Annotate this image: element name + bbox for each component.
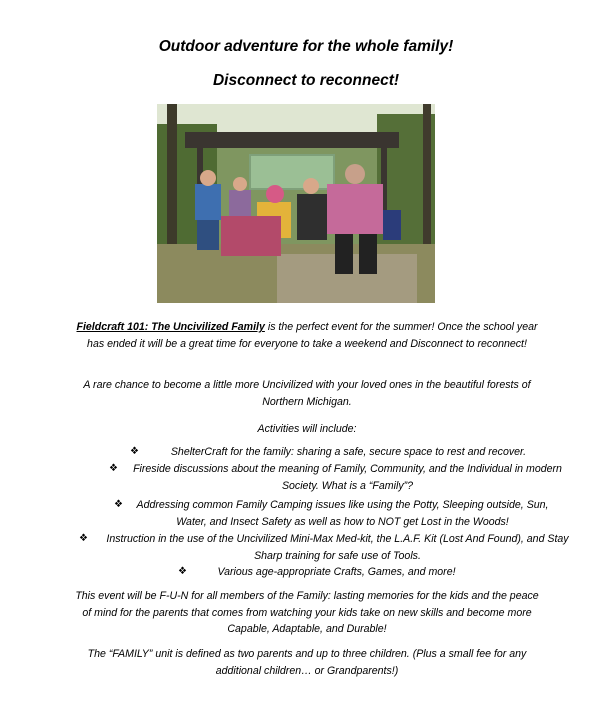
paragraph-fun: This event will be F-U-N for all members of the Family: lasting memories for the kids and the peace of mind for the parents that comes from watching your kids take on new skills and become more Capable, Adaptable, and Durable! <box>75 590 539 636</box>
subheadline: Disconnect to reconnect! <box>212 72 400 89</box>
paragraph-forests: A rare chance to become a little more Uncivilized with your loved ones in the beautiful forests of Northern Michigan. <box>83 379 531 408</box>
list-item <box>79 531 579 564</box>
list-item-text: ShelterCraft for the family: sharing a safe, secure space to rest and recover. <box>170 446 527 458</box>
family-group-photo <box>157 104 435 303</box>
list-item <box>130 444 550 461</box>
list-item-text: Fireside discussions about the meaning of Family, Community, and the Individual in modern Society. What is a “Family”? <box>133 463 562 492</box>
list-item <box>109 461 569 494</box>
bullet-diamond-icon: ❖ <box>178 566 187 577</box>
list-item <box>178 564 478 581</box>
headline: Outdoor adventure for the whole family! <box>158 38 454 55</box>
paragraph-family-unit: The “FAMILY” unit is defined as two parents and up to three children. (Plus a small fee for any additional children… or Grandparents!) <box>87 648 527 677</box>
bullet-diamond-icon: ❖ <box>130 446 139 457</box>
intro-text: is the perfect event for the summer! Once the school year has ended it will be a great time for everyone to take a weekend and Disconnect to reconnect! <box>87 321 538 350</box>
bullet-diamond-icon: ❖ <box>79 533 88 544</box>
intro-paragraph <box>70 319 544 352</box>
list-item-text: Instruction in the use of the Uncivilized Mini-Max Med-kit, the L.A.F. Kit (Lost And Found), and Stay Sharp training for safe use of Tools. <box>106 533 569 562</box>
event-name: Fieldcraft 101: The Uncivilized Family <box>76 321 265 333</box>
bullet-diamond-icon: ❖ <box>114 499 123 510</box>
list-item <box>114 497 554 530</box>
forest-trailhead-illustration <box>157 104 435 303</box>
list-item-text: Various age-appropriate Crafts, Games, and more! <box>217 566 456 578</box>
activities-heading: Activities will include: <box>257 423 357 435</box>
bullet-diamond-icon: ❖ <box>109 463 118 474</box>
list-item-text: Addressing common Family Camping issues like using the Potty, Sleeping outside, Sun, Water, and Insect Safety as well as how to NOT get Lost in the Woods! <box>136 499 549 528</box>
